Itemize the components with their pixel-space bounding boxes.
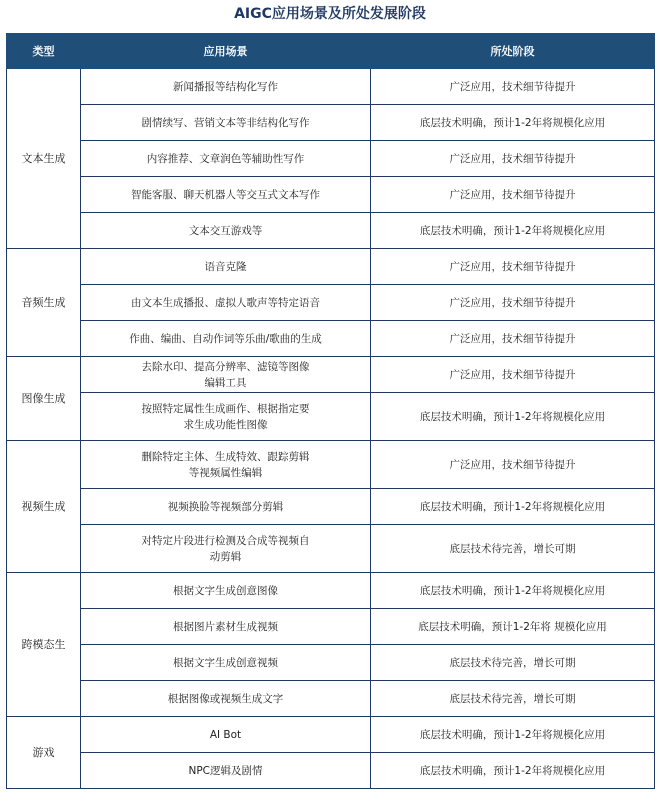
stage-cell: 底层技术明确，预计1-2年将规模化应用 [371,717,655,753]
scene-cell: 根据图像或视频生成文字 [81,681,371,717]
table-row [7,441,655,489]
stage-cell: 底层技术明确，预计1-2年将规模化应用 [371,105,655,141]
scene-cell: AI Bot [81,717,371,753]
header-type: 类型 [7,34,81,69]
scene-cell: 剧情续写、营销文本等非结构化写作 [81,105,371,141]
category-cell: 文本生成 [7,69,81,249]
scene-cell: 内容推荐、文章润色等辅助性写作 [81,141,371,177]
header-scene: 应用场景 [81,34,371,69]
stage-cell: 底层技术待完善，增长可期 [371,645,655,681]
table-row [7,609,655,645]
scene-cell: 去除水印、提高分辨率、滤镜等图像 编辑工具 [81,357,371,393]
scene-cell: 语音克隆 [81,249,371,285]
table-row [7,69,655,105]
stage-cell: 广泛应用，技术细节待提升 [371,69,655,105]
category-cell: 图像生成 [7,357,81,441]
table-row [7,321,655,357]
table-row [7,681,655,717]
category-cell: 游戏 [7,717,81,789]
scene-cell: 智能客服、聊天机器人等交互式文本写作 [81,177,371,213]
scene-cell: 由文本生成播报、虚拟人歌声等特定语音 [81,285,371,321]
category-cell: 跨模态生 [7,573,81,717]
table-row [7,249,655,285]
category-cell: 视频生成 [7,441,81,573]
stage-cell: 广泛应用，技术细节待提升 [371,141,655,177]
stage-cell: 底层技术明确，预计1-2年将规模化应用 [371,573,655,609]
table-row [7,141,655,177]
scene-cell: 视频换脸等视频部分剪辑 [81,489,371,525]
scene-cell: 作曲、编曲、自动作词等乐曲/歌曲的生成 [81,321,371,357]
page-title: AIGC应用场景及所处发展阶段 [234,6,426,22]
scene-cell: 删除特定主体、生成特效、跟踪剪辑 等视频属性编辑 [81,441,371,489]
stage-cell: 底层技术待完善，增长可期 [371,681,655,717]
header-stage: 所处阶段 [371,34,655,69]
stage-cell: 广泛应用，技术细节待提升 [371,285,655,321]
stage-cell: 广泛应用，技术细节待提升 [371,441,655,489]
table-row [7,285,655,321]
stage-cell: 广泛应用，技术细节待提升 [371,177,655,213]
scene-cell: NPC逻辑及剧情 [81,753,371,789]
scene-cell: 新闻播报等结构化写作 [81,69,371,105]
table-row [7,753,655,789]
stage-cell: 广泛应用，技术细节待提升 [371,321,655,357]
table-row [7,573,655,609]
scene-cell: 根据文字生成创意图像 [81,573,371,609]
stage-cell: 底层技术明确，预计1-2年将规模化应用 [371,393,655,441]
category-cell: 音频生成 [7,249,81,357]
stage-cell: 底层技术明确，预计1-2年将规模化应用 [371,489,655,525]
scene-cell: 根据图片素材生成视频 [81,609,371,645]
stage-cell: 底层技术待完善，增长可期 [371,525,655,573]
table-row [7,525,655,573]
table-row [7,357,655,393]
table-body [7,69,655,789]
table-row [7,105,655,141]
aigc-scenario-table [6,33,655,789]
stage-cell: 广泛应用，技术细节待提升 [371,357,655,393]
stage-cell: 底层技术明确，预计1-2年将规模化应用 [371,753,655,789]
stage-cell: 广泛应用，技术细节待提升 [371,249,655,285]
table-header-row [7,34,655,69]
table-row [7,645,655,681]
scene-cell: 文本交互游戏等 [81,213,371,249]
table-row [7,213,655,249]
scene-cell: 按照特定属性生成画作、根据指定要 求生成功能性图像 [81,393,371,441]
stage-cell: 底层技术明确，预计1-2年将规模化应用 [371,213,655,249]
table-row [7,489,655,525]
table-row [7,177,655,213]
table-row [7,717,655,753]
scene-cell: 根据文字生成创意视频 [81,645,371,681]
scene-cell: 对特定片段进行检测及合成等视频自 动剪辑 [81,525,371,573]
stage-cell: 底层技术明确，预计1-2年将 规模化应用 [371,609,655,645]
table-row [7,393,655,441]
